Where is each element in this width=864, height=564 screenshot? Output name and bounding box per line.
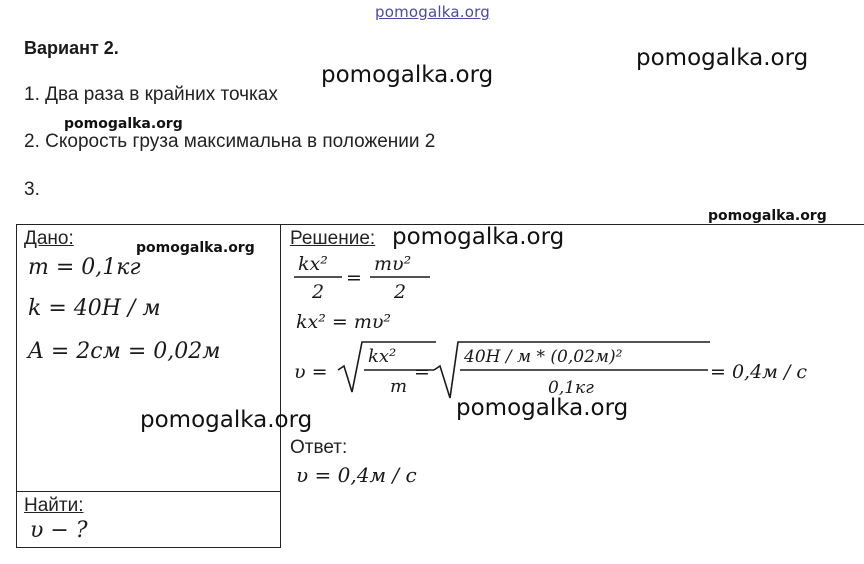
variant-title: Вариант 2. — [24, 38, 119, 58]
given-mass: m = 0,1кг — [28, 255, 141, 280]
solution-formulas — [286, 248, 856, 408]
watermark: pomogalka.org — [392, 224, 565, 250]
answer-3: 3. — [24, 179, 40, 200]
eq2: kx² = mυ² — [296, 311, 392, 333]
eq3-frac2-num: 40Н / м * (0,02м)² — [464, 347, 623, 367]
answer-2: 2. Скорость груза максимальна в положении 2 — [24, 131, 436, 152]
watermark: pomogalka.org — [456, 395, 629, 421]
watermark: pomogalka.org — [140, 407, 313, 433]
given-amplitude: A = 2см = 0,02м — [28, 339, 221, 364]
watermark: pomogalka.org — [64, 116, 183, 132]
answer-value: υ = 0,4м / с — [296, 463, 417, 487]
eq3-lhs: υ = — [294, 361, 328, 383]
eq3-result: = 0,4м / с — [710, 361, 808, 383]
answer-label: Ответ: — [290, 437, 348, 458]
watermark: pomogalka.org — [136, 240, 255, 256]
eq1-equals: = — [346, 267, 362, 289]
eq1-right-den: 2 — [394, 281, 407, 303]
table-left-border — [16, 224, 17, 548]
eq1-left-den: 2 — [312, 281, 325, 303]
solution-label: Решение: — [290, 228, 376, 249]
given-stiffness: k = 40Н / м — [28, 296, 161, 321]
watermark-top: pomogalka.org — [375, 3, 490, 21]
eq1-left-num: kx² — [298, 253, 328, 275]
given-label: Дано: — [24, 228, 74, 249]
answer-1: 1. Два раза в крайних точках — [24, 84, 278, 105]
eq3-frac1-num: kx² — [368, 346, 397, 367]
eq3-frac1-den: m — [390, 376, 408, 397]
find-label: Найти: — [24, 495, 84, 516]
find-divider — [16, 491, 280, 492]
eq3-equals: = — [414, 361, 430, 383]
watermark: pomogalka.org — [321, 62, 494, 88]
eq3-frac2-den: 0,1кг — [548, 378, 594, 398]
table-bottom-border — [16, 547, 280, 548]
eq1-right-num: mυ² — [374, 253, 412, 275]
watermark: pomogalka.org — [636, 45, 809, 71]
table-divider — [280, 224, 281, 548]
watermark: pomogalka.org — [708, 208, 827, 224]
find-value: υ − ? — [30, 518, 88, 543]
